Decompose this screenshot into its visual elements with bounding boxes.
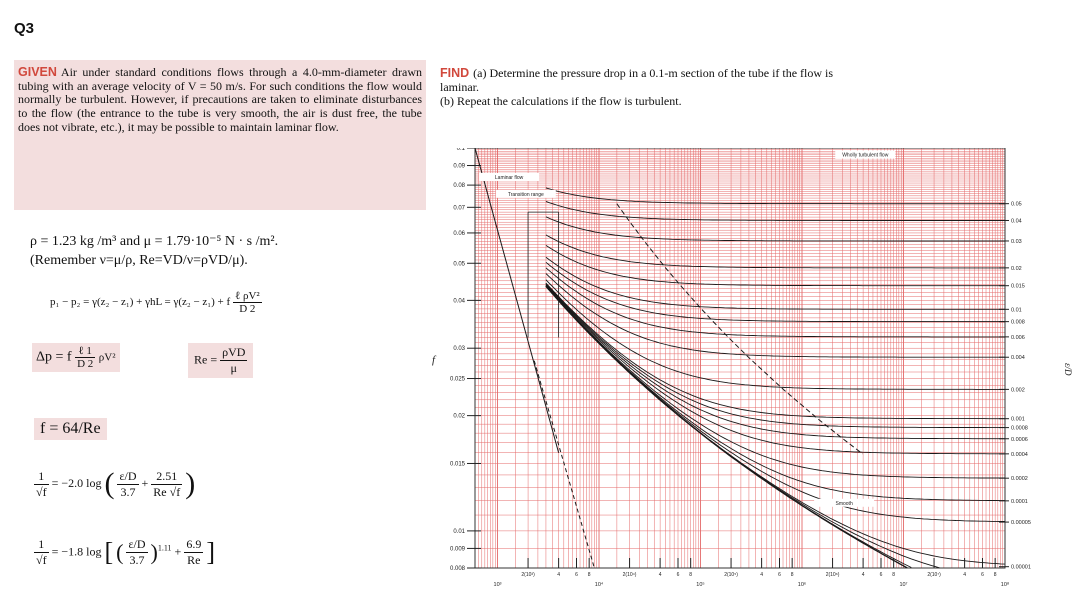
right-tick-label: 0.0001 [1011,498,1028,505]
x-subtick-label: 8 [689,572,693,578]
haaland-coef: = −1.8 log [51,544,102,559]
dp-fraction [75,345,95,370]
right-tick-label: 0.04 [1011,218,1022,225]
colebrook-lhs-num: 1 [34,469,49,485]
dp-frac-den: D 2 [77,358,94,370]
colebrook-plus: + [141,475,149,490]
laminar-equation: f = 64/Re [34,418,107,440]
given-keyword: GIVEN [18,65,57,79]
properties [30,232,278,270]
roughness-curve [546,245,1005,285]
x-subtick-label: 8 [587,572,591,578]
dp-lhs: Δp = f [36,349,72,365]
roughness-curve [546,257,1005,309]
x-subtick-label: 2(10⁴) [622,572,637,578]
energy-frac-den: D 2 [239,303,256,315]
haaland-lhs-num: 1 [34,537,49,553]
y-tick-label: 0.07 [453,205,465,212]
given-text [18,66,422,135]
given-body: Air under standard conditions flows through a 4.0-mm-diameter drawn tubing with an average velocity of V = 50 m/s. For such conditions the flow would normally be turbulent. However, if precautions are taken to eliminate disturbances to the flow (the entrance to the tube is very smooth, the air is dust free, the tube does not vibrate, etc.), it may be possible to maintain laminar flow. [18,65,422,134]
x-tick-label: 10⁶ [797,582,807,588]
x-subtick-label: 6 [575,572,578,578]
y-tick-label: 0.009 [449,546,465,553]
x-subtick-label: 2(10³) [521,572,535,578]
find-keyword: FIND [440,66,470,80]
right-tick-label: 0.0008 [1011,425,1028,432]
y-tick-label: 0.015 [449,461,465,468]
right-tick-label: 0.015 [1011,283,1025,290]
right-tick-label: 0.00005 [1011,520,1031,527]
y-tick-label: 0.1 [456,148,465,152]
x-subtick-label: 6 [981,572,984,578]
roughness-curve [546,286,1005,478]
dp-rhs: ρV² [98,351,116,364]
annotation-label: Wholly turbulent flow [842,152,889,159]
colebrook-paren-open: ( [104,467,115,500]
y-tick-label: 0.08 [453,183,465,190]
y-tick-label: 0.03 [453,346,465,353]
x-subtick-label: 2(10⁵) [724,572,738,578]
plot-frame [475,148,1005,568]
haaland-exponent: 1.11 [157,543,172,553]
haaland-t2-den: Re [187,553,201,567]
colebrook-t1-den: 3.7 [120,484,136,499]
haaland-lhs [34,537,49,568]
x-subtick-label: 4 [963,572,967,578]
haaland-term2 [184,537,203,568]
right-tick-label: 0.006 [1011,334,1025,341]
x-subtick-label: 4 [658,572,662,578]
x-subtick-label: 4 [861,572,865,578]
x-subtick-label: 4 [557,572,561,578]
y-tick-label: 0.025 [449,376,465,383]
re-frac-num: ρVD [222,345,246,359]
find-part-a: (a) Determine the pressure drop in a 0.1-m section of the tube if the flow is laminar. [440,66,834,94]
energy-fraction [233,290,262,315]
haaland-t1-num: ε/D [128,537,146,551]
y-tick-label: 0.01 [453,528,465,535]
roughness-curve [546,235,1005,268]
annotation-label: Smooth [835,500,853,507]
right-tick-label: 0.0004 [1011,451,1028,458]
re-frac-den: μ [230,361,237,375]
x-tick-label: 10⁸ [1000,582,1010,588]
re-equation [188,343,253,378]
y-tick-label: 0.09 [453,163,465,170]
haaland-lhs-den: √f [36,553,47,567]
right-tick-label: 0.0002 [1011,476,1028,483]
haaland-bracket-open: [ [104,537,114,567]
dp-equation [32,343,120,372]
x-subtick-label: 6 [879,572,883,578]
x-subtick-label: 6 [778,572,781,578]
colebrook-term2 [151,469,182,500]
energy-equation [50,290,262,315]
x-subtick-label: 6 [676,572,680,578]
colebrook-t2-den: Re √f [153,484,181,499]
right-tick-label: 0.001 [1011,416,1025,423]
right-axis-label: ε/D [1063,363,1073,376]
x-subtick-label: 2(10⁷) [927,572,941,578]
moody-chart-svg [430,148,1085,589]
find-text [440,66,860,108]
roughness-curve [546,286,1005,564]
colebrook-coef: = −2.0 log [51,475,102,490]
x-tick-label: 10⁷ [899,582,908,588]
y-tick-label: 0.02 [453,413,465,420]
right-tick-label: 0.00001 [1011,564,1031,571]
x-subtick-label: 8 [993,572,997,578]
smooth-pipe-curve [546,286,907,568]
roughness-curve [546,285,1005,454]
roughness-curve [546,201,1005,220]
colebrook-lhs-den: √f [36,484,47,499]
x-tick-label: 10⁵ [696,582,705,588]
y-axis-label: f [432,354,436,366]
properties-line1: ρ = 1.23 kg /m³ and μ = 1.79·10⁻⁵ N · s /m². [30,234,279,249]
x-subtick-label: 8 [790,572,794,578]
colebrook-t1-num: ε/D [119,468,137,483]
haaland-bracket-close: ] [206,537,215,567]
right-tick-label: 0.05 [1011,201,1022,208]
right-tick-label: 0.004 [1011,355,1025,362]
y-tick-label: 0.008 [449,566,465,572]
haaland-term1 [126,537,147,568]
moody-chart [430,148,1085,589]
right-tick-label: 0.02 [1011,265,1022,272]
annotation-label: Laminar flow [494,174,524,181]
right-tick-label: 0.01 [1011,307,1022,314]
roughness-curve [546,286,1005,501]
haaland-t2-num: 6.9 [186,537,202,551]
find-part-b: (b) Repeat the calculations if the flow is turbulent. [440,94,682,108]
right-tick-label: 0.0006 [1011,436,1028,443]
haaland-paren-open: ( [116,539,124,565]
haaland-equation [34,537,215,568]
dp-frac-num: ℓ 1 [75,345,95,358]
colebrook-t2-num: 2.51 [151,469,182,485]
re-fraction [220,345,247,376]
haaland-paren-close: ) [150,539,158,565]
x-subtick-label: 4 [760,572,764,578]
re-lhs: Re = [194,352,218,367]
right-tick-label: 0.03 [1011,238,1022,245]
x-tick-label: 10³ [493,582,502,588]
y-tick-label: 0.04 [453,298,465,305]
haaland-t1-den: 3.7 [129,553,145,567]
right-tick-label: 0.002 [1011,387,1025,394]
y-tick-label: 0.05 [453,261,465,268]
energy-frac-num: ℓ ρV² [234,290,260,302]
right-tick-label: 0.008 [1011,319,1025,326]
laminar-extension [534,361,594,568]
x-tick-label: 10⁴ [594,582,604,588]
x-subtick-label: 8 [892,572,896,578]
x-subtick-label: 2(10⁶) [825,572,840,578]
colebrook-paren-close: ) [185,467,196,500]
energy-text: p₁ − p₂ = γ(z₂ − z₁) + γhL = γ(z₂ − z₁) + f [50,296,231,309]
properties-line2: (Remember ν=μ/ρ, Re=VD/ν=ρVD/μ). [30,253,248,268]
question-label: Q3 [14,20,35,37]
haaland-plus: + [174,544,182,559]
colebrook-term1 [117,469,138,500]
y-tick-label: 0.06 [453,230,465,237]
colebrook-equation [34,467,195,501]
colebrook-lhs [34,469,49,500]
annotation-label: Transition range [507,191,544,198]
